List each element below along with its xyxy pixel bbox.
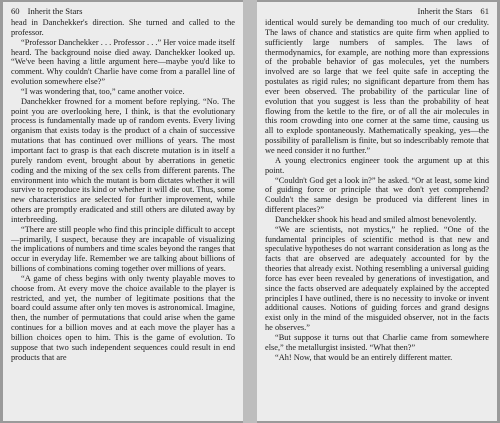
book-gutter	[243, 0, 257, 423]
paragraph: A young electronics engineer took the argument up at this point.	[265, 155, 489, 175]
paragraph: “I was wondering that, too,” came another voice.	[21, 86, 185, 96]
paragraph: “But suppose it turns out that Charlie came from somewhere else,” the metallurgist insisted. “What then?”	[265, 333, 489, 352]
right-page-body	[265, 18, 489, 363]
paragraph: “Couldn't God get a look in?” he asked. “Or at least, some kind of guiding force or principle that we don't yet comprehend? Couldn't the same design be produced via different lines in different places?”	[265, 175, 489, 215]
paragraph: Danchekker shook his head and smiled almost benevolently.	[275, 214, 477, 224]
right-page	[257, 2, 497, 421]
left-page	[3, 2, 243, 421]
paragraph: “There are still people who find this principle difficult to accept—primarily, I suspect, because they are incapable of visualizing the implications of numbers and time scales beyond the ranges that occur in everyday life. Remember we are talking about billions of billions of combinations coming together over millions of years.	[11, 224, 235, 274]
right-page-header	[265, 6, 489, 17]
paragraph: head in Danchekker's direction. She turned and called to the professor.	[11, 18, 235, 37]
paragraph: identical would surely be demanding too much of our credulity. The laws of chance and statistics are quite firm when applied to sufficiently large numbers of samples. The laws of thermodynamics, for example, are nothing more than expressions of the probable behavior of gas molecules, yet the numbers involved are so large that we feel quite safe in accepting the postulates as rigid rules; no significant departure from them has ever been observed. The probability of the particular line of evolution that you suggest is less than the probability of heat flowing from the kettle to the fire, or of all the air molecules in this room crowding into one corner at the same time, causing us all to explode spontaneously. Mathematically speaking, yes—the possibility of parallelism is finite, but so indescribably remote that we need consider it no further.”	[265, 18, 489, 155]
paragraph: Danchekker frowned for a moment before replying. “No. The point you are overlooking here, I think, is that the evolutionary process is fundamentally made up of random events. Every living organism that exists today is the product of a chain of successive mutations that has continued over millions of years. The most important fact to grasp is that each discrete mutation is in itself a purely random event, brought about by aberrations in genetic coding and the mixing of the sex cells from different parents. The environment into which the mutant is born dictates whether it will survive to reproduce its kind or whether it will die out. Thus, some new characteristics are selected for further improvement, while others are promptly eradicated and still others are diluted away by interbreeding.	[11, 96, 235, 224]
right-running-head: Inherit the Stars	[417, 6, 473, 16]
paragraph: “A game of chess begins with only twenty playable moves to choose from. At every move the choice available to the player is restricted, and yet, the number of legitimate positions that the board could assume after only ten moves is astronomical. Imagine, then, the number of permutations that could arise when the game continues for a billion moves and at each move the player has a billion choices open to him. This is the game of evolution. To suppose that two such independent sequences could result in end products that are	[11, 273, 235, 362]
paragraph: “We are scientists, not mystics,” he replied. “One of the fundamental principles of scientific method is that new and speculative hypotheses do not warrant consideration as long as the facts that are observed are adequately accounted for by the theories that already exist. Nothing resembling a universal guiding force has ever been revealed by generations of investigation, and since the facts observed are adequately explained by the accepted principles I have outlined, there is no necessity to invoke or invent additional causes. Notions of guiding forces and grand designs exist only in the mind of the misguided observer, not in the facts he observes.”	[265, 224, 489, 333]
left-page-header	[11, 6, 235, 17]
left-page-number: 60	[11, 6, 20, 16]
left-page-body	[11, 18, 235, 363]
paragraph: “Ah! Now, that would be an entirely different matter.	[275, 352, 453, 362]
paragraph: “Professor Danchekker . . . Professor . . .” Her voice made itself heard. The background noise died away. Danchekker looked up. “We've been having a little argument here—maybe you'd like to comment. Why couldn't Charlie have come from a parallel line of evolution somewhere else?”	[11, 37, 235, 87]
left-running-head: Inherit the Stars	[27, 6, 83, 16]
right-page-number: 61	[480, 6, 489, 16]
